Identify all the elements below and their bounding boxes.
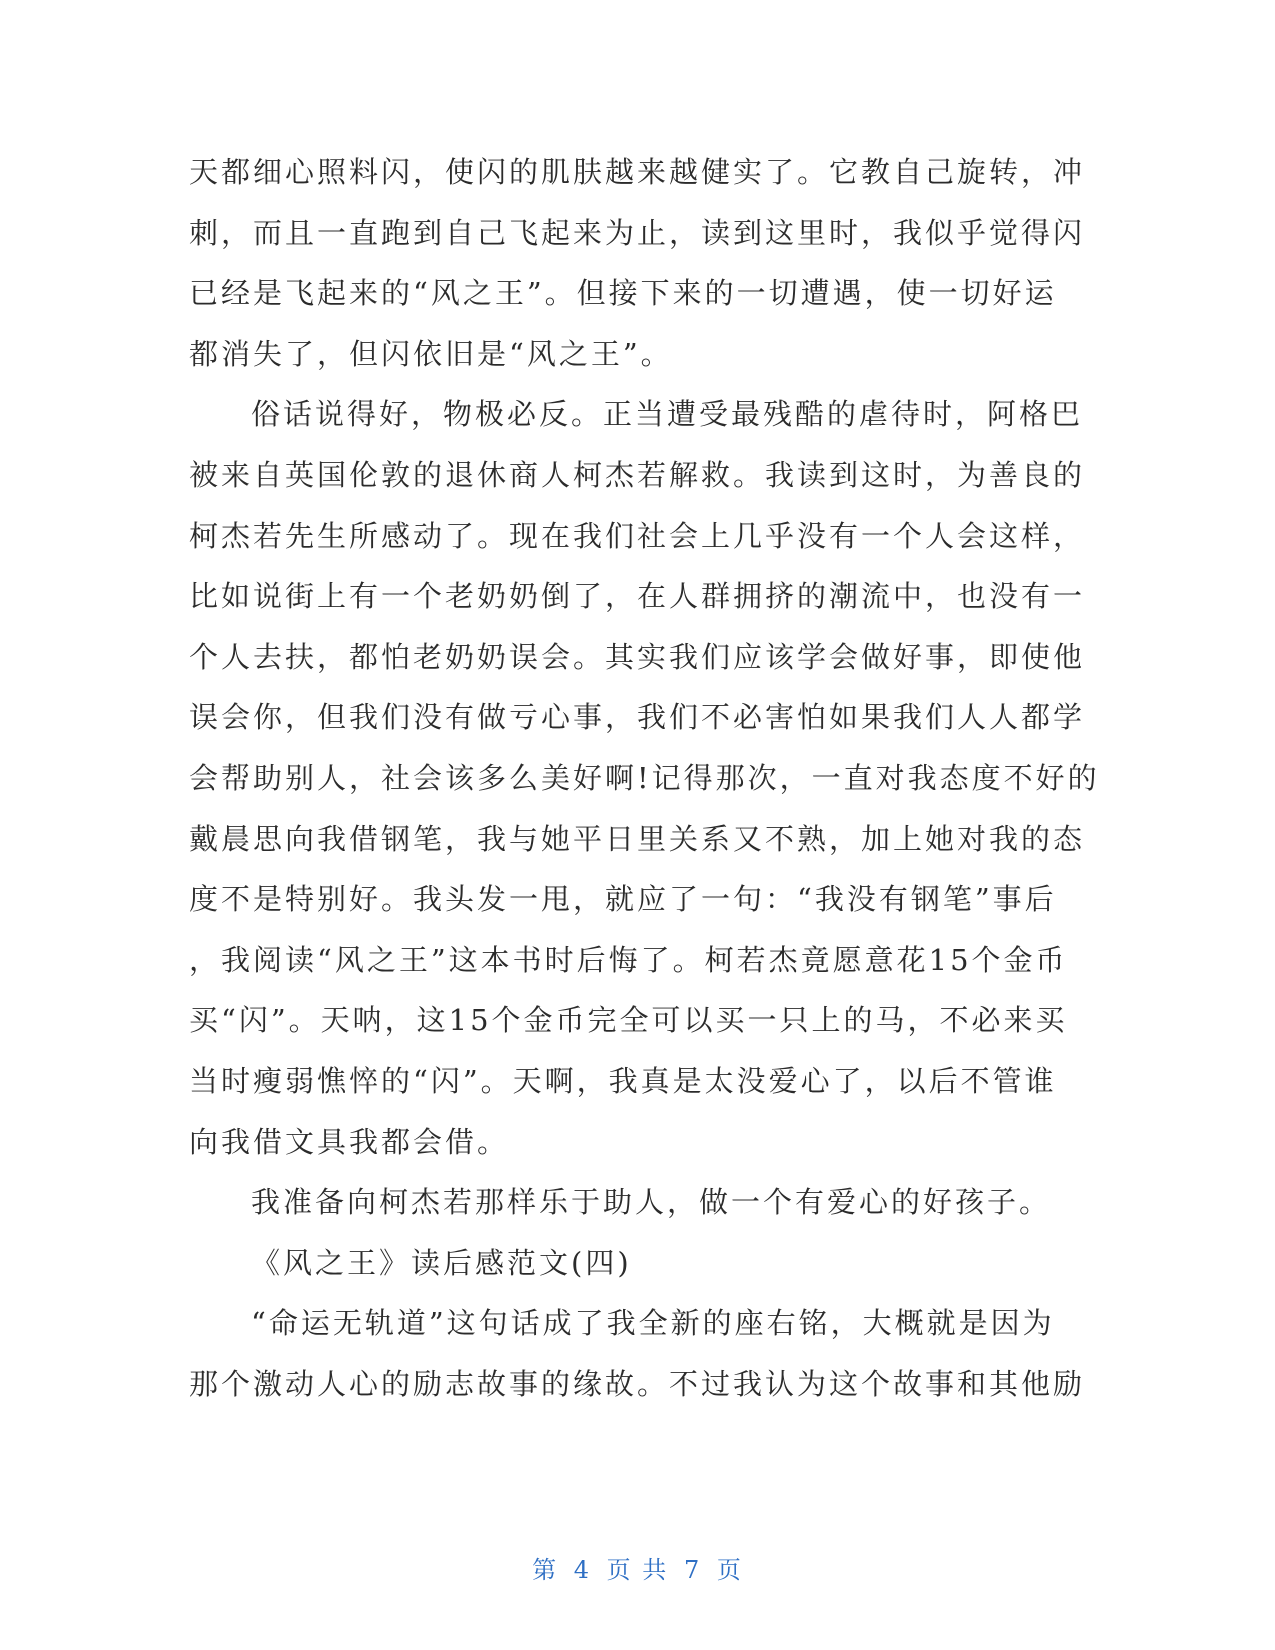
footer-prefix: 第 bbox=[532, 1556, 559, 1584]
text-line: ，我阅读“风之王”这本书时后悔了。柯若杰竟愿意花15个金币 bbox=[189, 942, 1068, 977]
page-footer bbox=[0, 1550, 1275, 1585]
section-heading: 《风之王》读后感范文(四) bbox=[251, 1245, 632, 1280]
text-line: 都消失了，但闪依旧是“风之王”。 bbox=[189, 336, 673, 371]
text-line: 那个激动人心的励志故事的缘故。不过我认为这个故事和其他励 bbox=[189, 1366, 1086, 1401]
body-text bbox=[189, 142, 1100, 1414]
current-page-number: 4 bbox=[573, 1556, 592, 1584]
text-line: 误会你，但我们没有做亏心事，我们不必害怕如果我们人人都学 bbox=[189, 700, 1086, 735]
text-line: 买“闪”。天呐，这15个金币完全可以买一只上的马，不必来买 bbox=[189, 1003, 1068, 1038]
text-line: “命运无轨道”这句话成了我全新的座右铭，大概就是因为 bbox=[251, 1306, 1055, 1341]
text-line: 比如说街上有一个老奶奶倒了，在人群拥挤的潮流中，也没有一 bbox=[189, 579, 1086, 614]
text-line: 个人去扶，都怕老奶奶误会。其实我们应该学会做好事，即使他 bbox=[189, 639, 1086, 674]
text-line: 俗话说得好，物极必反。正当遭受最残酷的虐待时，阿格巴 bbox=[251, 397, 1084, 432]
text-line: 已经是飞起来的“风之王”。但接下来的一切遭遇，使一切好运 bbox=[189, 276, 1057, 311]
footer-suffix: 页 bbox=[716, 1556, 743, 1584]
text-line: 刺，而且一直跑到自己飞起来为止，读到这里时，我似乎觉得闪 bbox=[189, 215, 1086, 250]
text-line: 度不是特别好。我头发一甩，就应了一句：“我没有钢笔”事后 bbox=[189, 882, 1057, 917]
text-line: 柯杰若先生所感动了。现在我们社会上几乎没有一个人会这样， bbox=[189, 518, 1086, 553]
total-pages-number: 7 bbox=[683, 1556, 702, 1584]
text-line: 向我借文具我都会借。 bbox=[189, 1124, 510, 1159]
text-line: 戴晨思向我借钢笔，我与她平日里关系又不熟，加上她对我的态 bbox=[189, 821, 1086, 856]
text-line: 当时瘦弱憔悴的“闪”。天啊，我真是太没爱心了，以后不管谁 bbox=[189, 1063, 1057, 1098]
text-line: 我准备向柯杰若那样乐于助人，做一个有爱心的好孩子。 bbox=[251, 1185, 1052, 1220]
footer-middle: 页 共 bbox=[606, 1556, 669, 1584]
text-line: 被来自英国伦敦的退休商人柯杰若解救。我读到这时，为善良的 bbox=[189, 457, 1086, 492]
text-line: 会帮助别人，社会该多么美好啊!记得那次，一直对我态度不好的 bbox=[189, 760, 1100, 795]
text-line: 天都细心照料闪，使闪的肌肤越来越健实了。它教自己旋转，冲 bbox=[189, 155, 1086, 189]
